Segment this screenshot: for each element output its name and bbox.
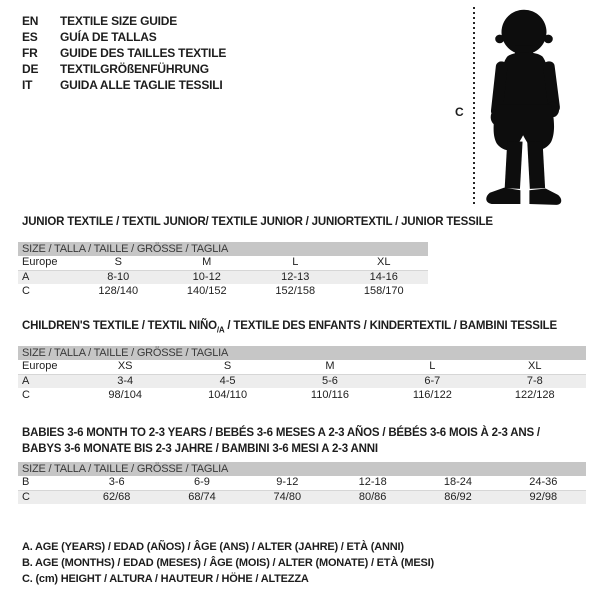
babies-size-table — [18, 462, 586, 504]
row-label: C — [18, 490, 74, 504]
table-cell: 12-13 — [251, 270, 340, 284]
size-header-label: SIZE / TALLA / TAILLE / GRÖSSE / TAGLIA — [18, 242, 428, 256]
table-cell: 24-36 — [501, 476, 586, 490]
table-cell: 6-7 — [381, 374, 483, 388]
table-cell: XL — [484, 360, 586, 374]
row-label: B — [18, 476, 74, 490]
table-row — [18, 284, 428, 298]
table-cell: L — [381, 360, 483, 374]
table-cell: 86/92 — [415, 490, 500, 504]
table-cell: 74/80 — [245, 490, 330, 504]
table-cell: 80/86 — [330, 490, 415, 504]
baby-silhouette-image — [479, 8, 569, 210]
language-code: FR — [22, 46, 38, 60]
children-title-subscript: /A — [216, 325, 225, 335]
language-row-en — [22, 13, 226, 29]
children-title-pre: CHILDREN'S TEXTILE / TEXTIL NIÑO — [22, 320, 217, 332]
size-header-row — [18, 462, 586, 476]
table-row — [18, 490, 586, 504]
junior-section-title: JUNIOR TEXTILE / TEXTIL JUNIOR/ TEXTILE JUNIOR / JUNIORTEXTIL / JUNIOR TESSILE — [22, 216, 493, 228]
language-title: TEXTILGRÖßENFÜHRUNG — [60, 62, 209, 76]
table-cell: 62/68 — [74, 490, 159, 504]
table-cell: 14-16 — [340, 270, 429, 284]
row-label: C — [22, 284, 30, 297]
table-cell: 104/110 — [208, 388, 248, 401]
language-title: GUIDE DES TAILLES TEXTILE — [60, 46, 227, 60]
language-code: DE — [22, 62, 39, 76]
table-cell: 5-6 — [279, 374, 381, 388]
table-row — [18, 374, 586, 388]
children-size-table — [18, 346, 586, 402]
table-cell: 92/98 — [501, 490, 586, 504]
language-row-es — [22, 29, 226, 45]
table-cell: 8-10 — [74, 270, 163, 284]
language-row-it — [22, 77, 226, 93]
table-row — [18, 476, 586, 490]
table-cell: 4-5 — [176, 374, 278, 388]
row-label: Europe — [18, 360, 74, 374]
language-code: EN — [22, 14, 39, 28]
table-cell: 10-12 — [163, 270, 252, 284]
junior-size-table — [18, 242, 428, 298]
size-header-row — [18, 242, 428, 256]
size-header-row — [18, 346, 586, 360]
table-cell: M — [163, 256, 252, 270]
table-cell: 140/152 — [186, 284, 227, 297]
table-cell: 18-24 — [415, 476, 500, 490]
table-cell: L — [251, 256, 340, 270]
table-cell: 110/116 — [310, 388, 350, 401]
table-cell: M — [279, 360, 381, 374]
children-section-title — [22, 320, 557, 334]
babies-title-line2: BABYS 3-6 MONATE BIS 2-3 JAHRE / BAMBINI 3-6 MESI A 2-3 ANNI — [22, 443, 378, 455]
table-row — [18, 270, 428, 284]
table-cell: 9-12 — [245, 476, 330, 490]
table-cell: XS — [74, 360, 176, 374]
children-title-post: / TEXTILE DES ENFANTS / KINDERTEXTIL / BAMBINI TESSILE — [224, 320, 557, 332]
table-cell: 3-6 — [74, 476, 159, 490]
row-label: A — [18, 270, 74, 284]
footnote-b: B. AGE (MONTHS) / EDAD (MESES) / ÂGE (MOIS) / ALTER (MONATE) / ETÀ (MESI) — [22, 557, 434, 569]
footnote-a: A. AGE (YEARS) / EDAD (AÑOS) / ÂGE (ANS) / ALTER (JAHRE) / ETÀ (ANNI) — [22, 541, 404, 553]
row-label: Europe — [18, 256, 74, 270]
footnote-c: C. (cm) HEIGHT / ALTURA / HAUTEUR / HÖHE / ALTEZZA — [22, 573, 309, 585]
table-cell: 3-4 — [74, 374, 176, 388]
table-cell: 7-8 — [484, 374, 586, 388]
height-c-label: C — [455, 105, 464, 119]
language-row-fr — [22, 45, 226, 61]
babies-section-title — [22, 425, 540, 457]
table-cell: S — [176, 360, 278, 374]
table-cell: 128/140 — [98, 284, 139, 297]
table-row — [18, 360, 586, 374]
table-cell: 12-18 — [330, 476, 415, 490]
footnotes — [22, 539, 434, 587]
babies-title-line1: BABIES 3-6 MONTH TO 2-3 YEARS / BEBÉS 3-6 MESES A 2-3 AÑOS / BÉBÉS 3-6 MOIS À 2-3 ANS / — [22, 427, 540, 439]
language-list — [22, 13, 226, 93]
table-cell: S — [74, 256, 163, 270]
table-row — [18, 388, 586, 402]
language-title: TEXTILE SIZE GUIDE — [60, 14, 178, 28]
height-dotted-line — [473, 7, 475, 206]
table-cell: 68/74 — [159, 490, 244, 504]
language-code: ES — [22, 30, 38, 44]
table-cell: 98/104 — [108, 388, 143, 401]
row-label: C — [22, 388, 30, 401]
table-cell: XL — [340, 256, 429, 270]
size-header-label: SIZE / TALLA / TAILLE / GRÖSSE / TAGLIA — [18, 346, 586, 360]
table-cell: 122/128 — [514, 388, 555, 401]
size-header-label: SIZE / TALLA / TAILLE / GRÖSSE / TAGLIA — [18, 462, 586, 476]
table-row — [18, 256, 428, 270]
language-title: GUIDA ALLE TAGLIE TESSILI — [60, 78, 223, 92]
language-title: GUÍA DE TALLAS — [60, 30, 157, 44]
table-cell: 152/158 — [275, 284, 316, 297]
table-cell: 116/122 — [412, 388, 452, 401]
language-row-de — [22, 61, 226, 77]
table-cell: 158/170 — [363, 284, 404, 297]
language-code: IT — [22, 78, 33, 92]
table-cell: 6-9 — [159, 476, 244, 490]
row-label: A — [18, 374, 74, 388]
